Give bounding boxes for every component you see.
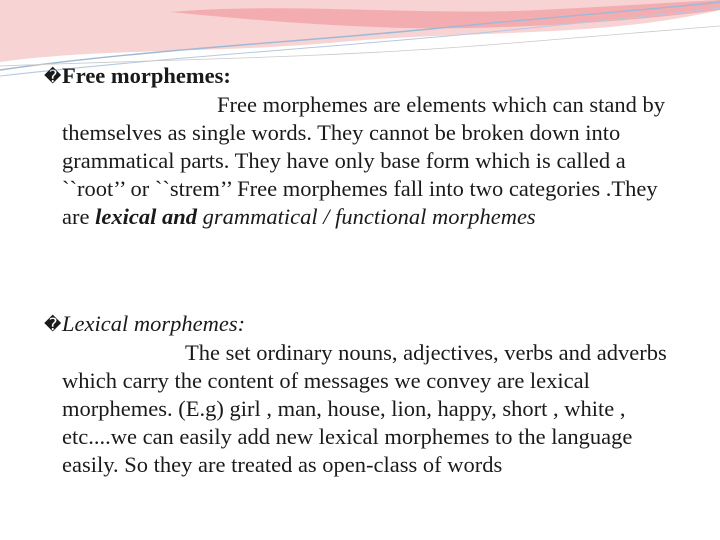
lexical-morphemes-heading — [44, 310, 682, 339]
lexical-morphemes-heading-text: Lexical morphemes: — [62, 311, 246, 336]
free-morphemes-heading-text: Free morphemes: — [62, 63, 231, 88]
free-morphemes-section — [44, 62, 682, 231]
lexical-morphemes-section — [44, 310, 682, 479]
bullet-marker-icon: � — [44, 67, 62, 87]
lexical-and-term: lexical and — [95, 204, 197, 229]
free-morphemes-body: Free morphemes are elements which can stand by themselves as single words. They cannot be broken down into grammatical parts. They have only base form which is called a ``root’’ or ``strem’’ Free morphemes fall into two categories .They are — [62, 92, 665, 229]
grammatical-functional-term: grammatical / functional morphemes — [196, 204, 536, 229]
lexical-morphemes-paragraph: The set ordinary nouns, adjectives, verbs and adverbs which carry the content of messages we convey are lexical morphemes. (E.g) girl , man, house, lion, happy, short , white , etc....we can easily add new lexical morphemes to the language easily. So they are treated as open-class of words — [62, 340, 667, 477]
free-morphemes-paragraph — [62, 91, 682, 231]
free-morphemes-heading — [44, 62, 682, 91]
bullet-marker-icon: � — [44, 315, 62, 335]
